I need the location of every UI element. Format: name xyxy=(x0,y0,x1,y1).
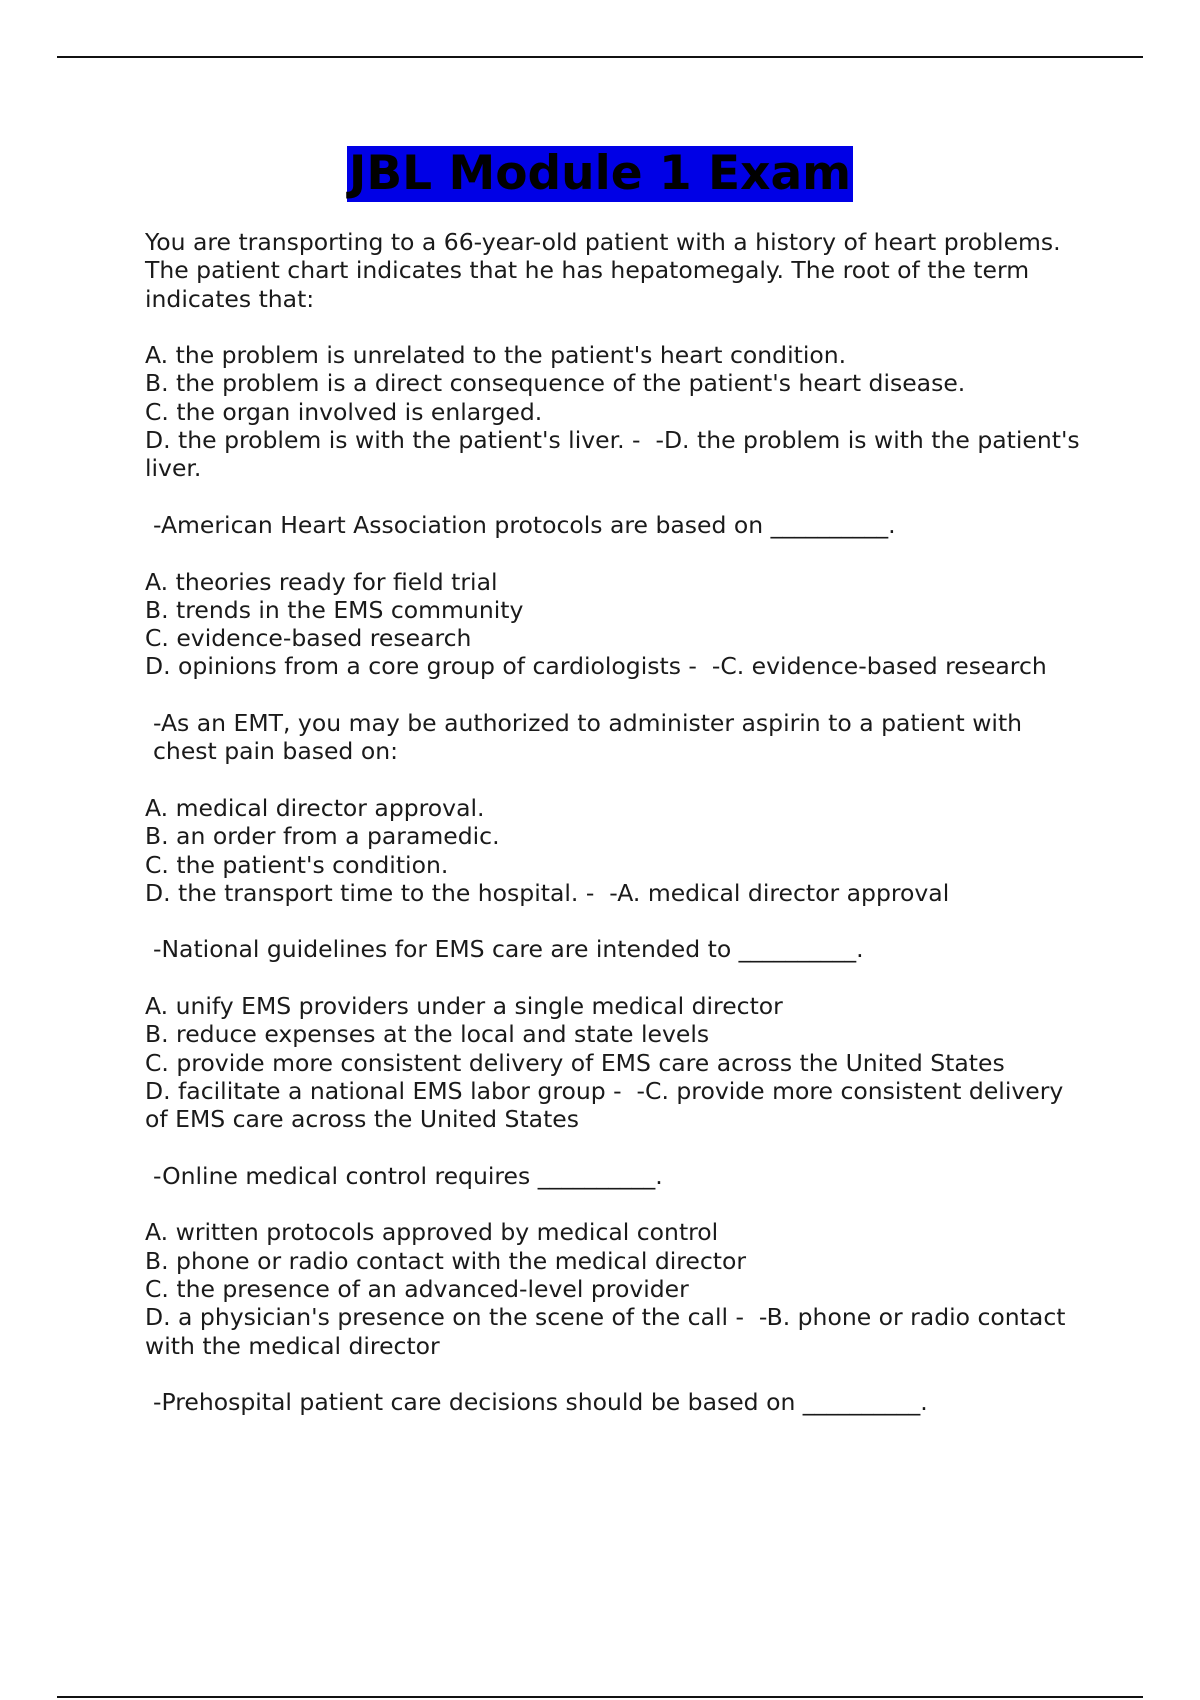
answer-options: A. written protocols approved by medical control B. phone or radio contact with the medical director C. the presence of an advanced-level provider D. a physician's presence on the scene of the call - -B. phone or radio contact with the medical director xyxy=(145,1218,1066,1360)
question-prompt: -As an EMT, you may be authorized to administer aspirin to a patient with chest pain based on: xyxy=(153,709,1030,766)
question-prompt: -Online medical control requires __________. xyxy=(153,1161,663,1190)
question-prompt: -American Heart Association protocols are based on __________. xyxy=(153,510,896,539)
document-body xyxy=(145,228,1085,1445)
answer-options: A. unify EMS providers under a single medical director B. reduce expenses at the local and state levels C. provide more consistent delivery of EMS care across the United States D. facilitate a national EMS labor group - -C. provide more consistent delivery of EMS care across the United States xyxy=(145,992,1064,1134)
answer-options: A. theories ready for field trial B. trends in the EMS community C. evidence-based research D. opinions from a core group of cardiologists - -C. evidence-based research xyxy=(145,567,1047,681)
question-prompt: You are transporting to a 66-year-old patient with a history of heart problems. The patient chart indicates that he has hepatomegaly. The root of the term indicates that: xyxy=(145,228,1069,313)
question-prompt: -National guidelines for EMS care are intended to __________. xyxy=(153,935,864,964)
answer-options: A. the problem is unrelated to the patient's heart condition. B. the problem is a direct consequence of the patient's heart disease. C. the organ involved is enlarged. D. the problem is with the patient's liver. - -D. the problem is with the patient's liver. xyxy=(145,341,1080,483)
top-rule xyxy=(57,56,1143,58)
document-title: JBL Module 1 Exam xyxy=(348,146,852,201)
answer-options: A. medical director approval. B. an order from a paramedic. C. the patient's condition. D. the transport time to the hospital. - -A. medical director approval xyxy=(145,793,950,907)
title-container xyxy=(0,146,1200,202)
bottom-rule xyxy=(57,1696,1143,1698)
question-prompt: -Prehospital patient care decisions should be based on __________. xyxy=(153,1388,928,1417)
